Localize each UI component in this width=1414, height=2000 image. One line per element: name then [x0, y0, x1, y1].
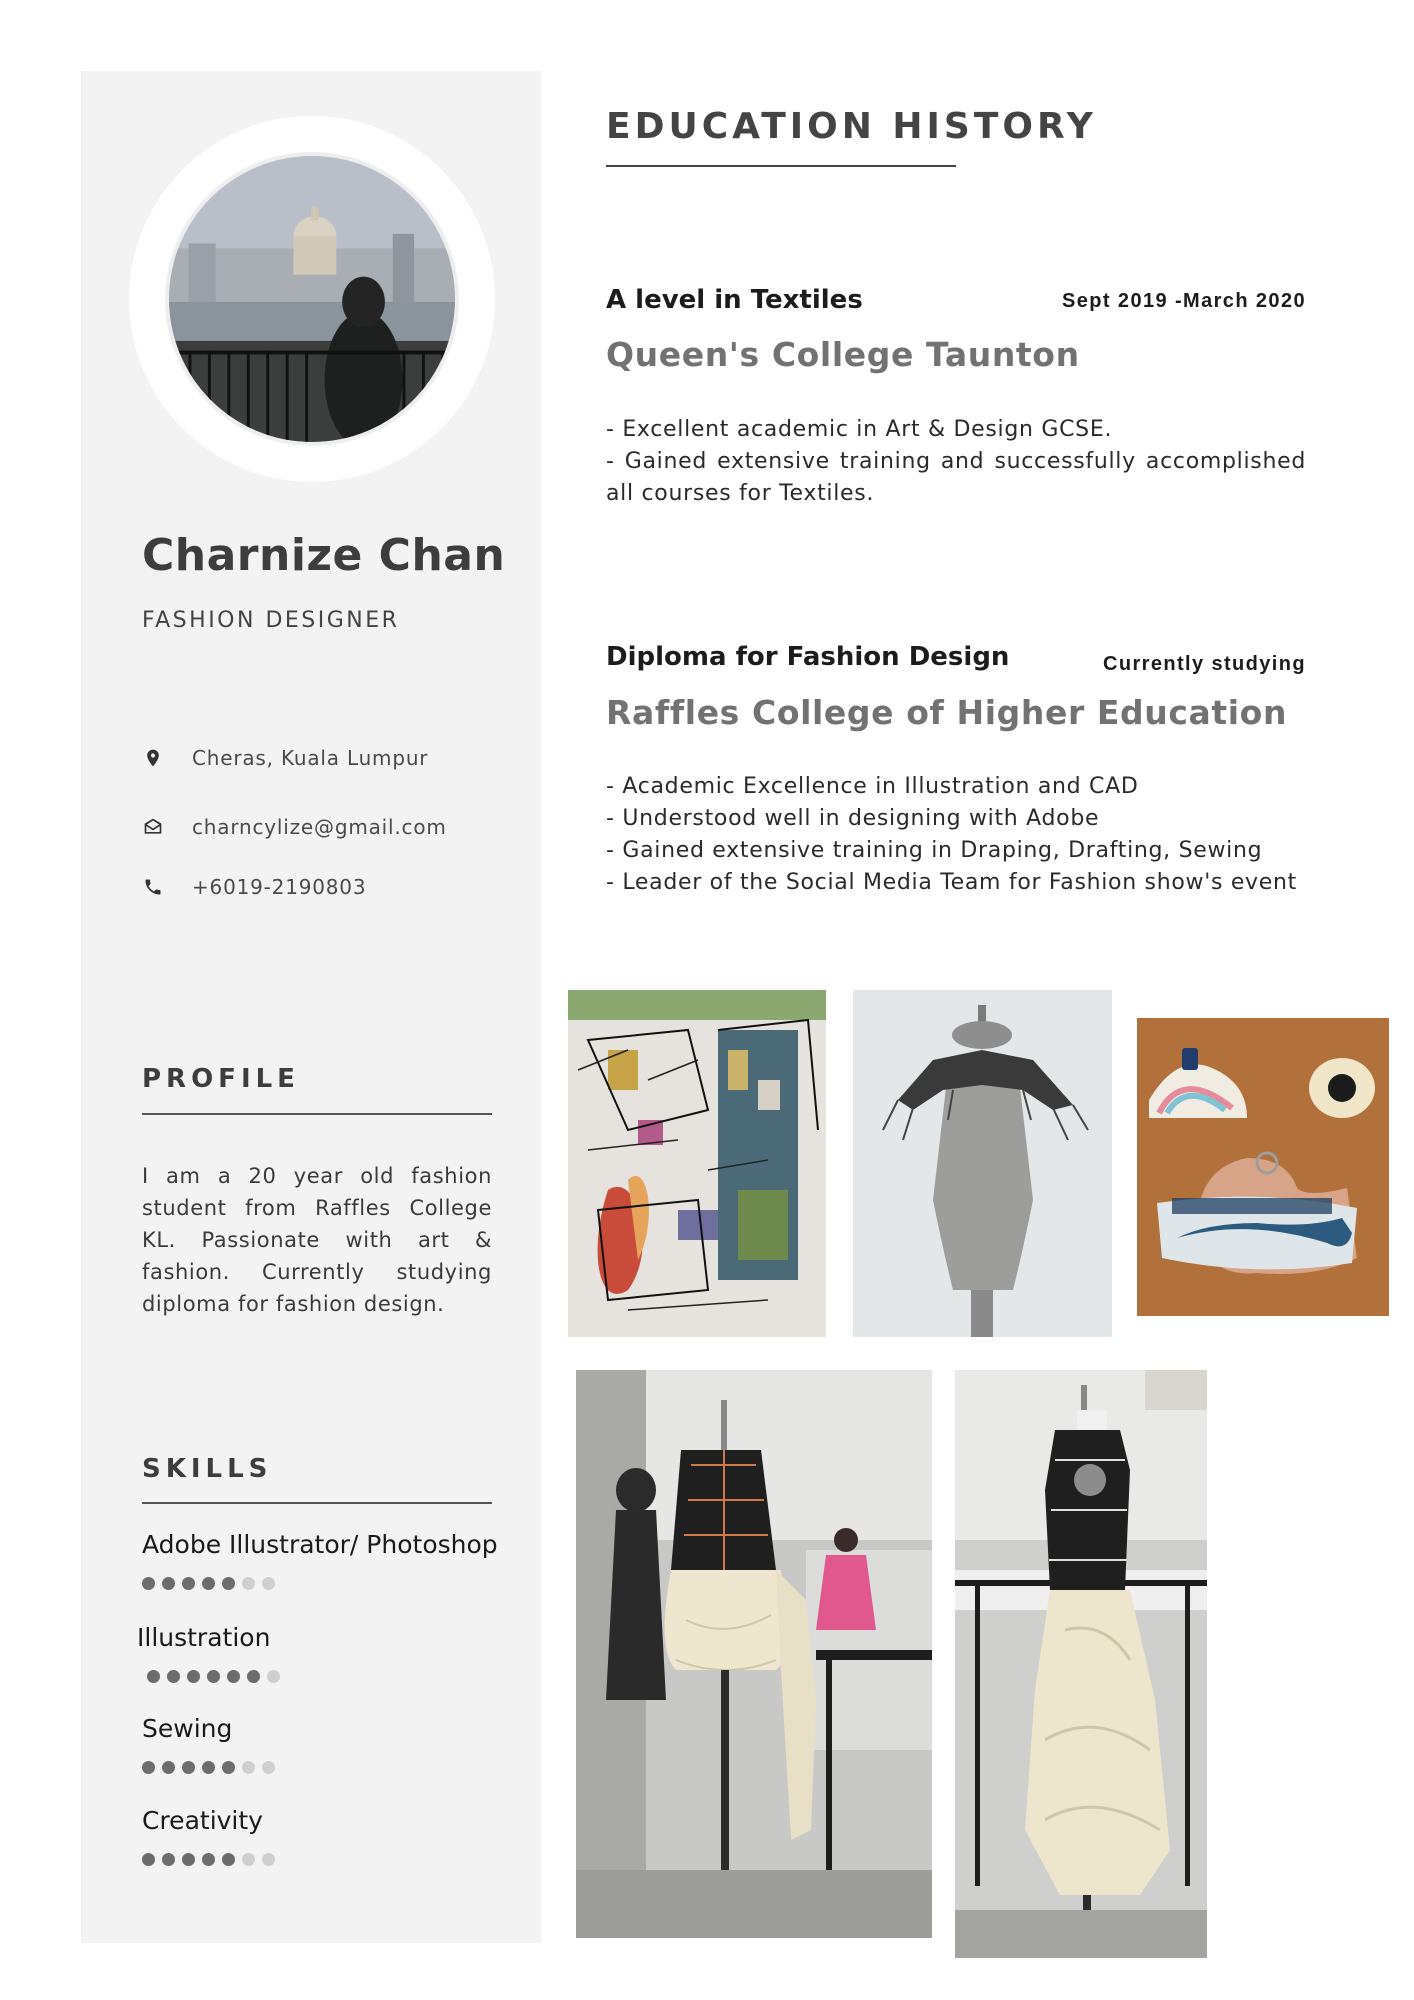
education-divider	[606, 165, 956, 167]
skill-rating	[147, 1670, 280, 1683]
skill-name: Illustration	[137, 1623, 271, 1652]
contact-location	[142, 746, 428, 770]
education-bullet: - Excellent academic in Art & Design GCSE.	[606, 417, 1113, 442]
rating-dot-filled	[222, 1853, 235, 1866]
skill-rating	[142, 1577, 275, 1590]
education-heading: EDUCATION HISTORY	[606, 106, 1097, 147]
degree-title: Diploma for Fashion Design	[606, 642, 1010, 672]
profile-divider	[142, 1113, 492, 1115]
profile-text: I am a 20 year old fashion student from Raffles College KL. Passionate with art & fashion. Currently studying diploma for fashion design.	[142, 1164, 492, 1316]
degree-title: A level in Textiles	[606, 285, 863, 315]
contact-email[interactable]	[142, 815, 447, 839]
rating-dot-filled	[182, 1853, 195, 1866]
portfolio-photo-bustle-skirt	[955, 1370, 1207, 1958]
skills-heading: SKILLS	[142, 1454, 273, 1484]
rating-dot-filled	[142, 1853, 155, 1866]
education-bullet: - Leader of the Social Media Team for Fashion show's event	[606, 870, 1297, 895]
rating-dot-empty	[242, 1577, 255, 1590]
contact-phone[interactable]	[142, 875, 366, 899]
rating-dot-filled	[167, 1670, 180, 1683]
rating-dot-filled	[247, 1670, 260, 1683]
rating-dot-filled	[147, 1670, 160, 1683]
rating-dot-filled	[142, 1761, 155, 1774]
rating-dot-empty	[242, 1761, 255, 1774]
rating-dot-empty	[262, 1761, 275, 1774]
rating-dot-filled	[162, 1761, 175, 1774]
education-bullet: - Academic Excellence in Illustration and CAD	[606, 774, 1139, 799]
rating-dot-empty	[242, 1853, 255, 1866]
location-pin-icon	[142, 747, 164, 769]
skill-name: Creativity	[142, 1806, 263, 1835]
education-details	[606, 414, 1306, 510]
contact-location-text: Cheras, Kuala Lumpur	[192, 746, 429, 770]
rating-dot-filled	[227, 1670, 240, 1683]
education-date: Sept 2019 -March 2020	[1062, 290, 1306, 312]
school-name: Raffles College of Higher Education	[606, 693, 1288, 732]
rating-dot-filled	[187, 1670, 200, 1683]
rating-dot-filled	[207, 1670, 220, 1683]
rating-dot-filled	[202, 1577, 215, 1590]
rating-dot-filled	[202, 1761, 215, 1774]
rating-dot-filled	[182, 1761, 195, 1774]
education-date: Currently studying	[1103, 653, 1306, 675]
skill-name: Adobe Illustrator/ Photoshop	[142, 1530, 498, 1559]
person-name: Charnize Chan	[142, 530, 506, 581]
portfolio-photo-collage	[568, 990, 826, 1337]
skills-divider	[142, 1502, 492, 1504]
portfolio-photo-stickers	[1137, 1018, 1389, 1316]
rating-dot-filled	[182, 1577, 195, 1590]
rating-dot-filled	[222, 1761, 235, 1774]
school-name: Queen's College Taunton	[606, 335, 1080, 374]
envelope-icon	[142, 816, 164, 838]
skill-rating	[142, 1761, 275, 1774]
education-details	[606, 771, 1306, 899]
phone-icon	[142, 876, 164, 898]
rating-dot-filled	[162, 1853, 175, 1866]
rating-dot-empty	[262, 1577, 275, 1590]
rating-dot-empty	[262, 1853, 275, 1866]
rating-dot-filled	[222, 1577, 235, 1590]
portfolio-photo-draped-skirt	[576, 1370, 932, 1938]
contact-phone-text[interactable]: +6019-2190803	[192, 875, 367, 899]
education-bullet: - Gained extensive training in Draping, Drafting, Sewing	[606, 838, 1263, 863]
profile-heading: PROFILE	[142, 1064, 300, 1094]
contact-email-text[interactable]: charncylize@gmail.com	[192, 815, 447, 839]
rating-dot-filled	[142, 1577, 155, 1590]
skill-rating	[142, 1853, 275, 1866]
rating-dot-filled	[162, 1577, 175, 1590]
education-bullet: - Gained extensive training and successfully accomplished all courses for Textiles.	[606, 449, 1306, 506]
rating-dot-filled	[202, 1853, 215, 1866]
job-title: FASHION DESIGNER	[142, 608, 400, 633]
portfolio-photo-feather-collar	[853, 990, 1112, 1337]
skill-name: Sewing	[142, 1714, 233, 1743]
avatar	[165, 152, 459, 446]
education-bullet: - Understood well in designing with Adobe	[606, 806, 1100, 831]
rating-dot-empty	[267, 1670, 280, 1683]
